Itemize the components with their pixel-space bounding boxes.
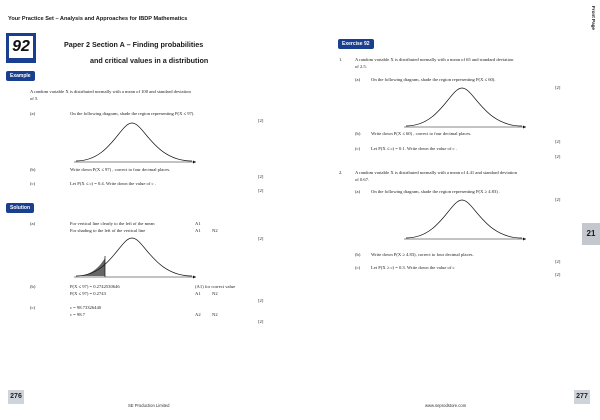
solution-a-label: (a) <box>30 221 36 226</box>
q2-line2: of 0.67. <box>355 177 370 182</box>
solution-b-marks: [2] <box>258 298 264 303</box>
section-title <box>64 37 244 69</box>
q1-number: 1. <box>339 57 343 62</box>
solution-a-n: N2 <box>212 228 218 233</box>
q1-part-b-label: (b) <box>355 131 361 136</box>
solution-c-line2-mark: A2 <box>195 312 201 317</box>
example-part-a-marks: [2] <box>258 118 264 123</box>
example-part-a-label: (a) <box>30 111 36 116</box>
example-part-c-marks: [2] <box>258 188 264 193</box>
q1-part-a-label: (a) <box>355 77 361 82</box>
q2-part-a-label: (a) <box>355 189 361 194</box>
q2-part-a-text: On the following diagram, shade the region representing P(X ≥ 4.83) . <box>371 189 501 194</box>
solution-b-label: (b) <box>30 284 36 289</box>
q2-part-c-text: Let P(X ≥ c) = 0.3. Write down the value of c <box>371 265 455 270</box>
solution-b-line1-note: (A1) for correct value <box>195 284 236 289</box>
q2-part-c-label: (c) <box>355 265 361 270</box>
example-part-a-text: On the following diagram, shade the region representing P(X ≤ 97). <box>70 111 195 116</box>
example-intro-line2: of 5. <box>30 96 39 101</box>
solution-tag: Solution <box>6 203 34 213</box>
example-normal-curve <box>70 117 200 167</box>
chapter-side-tab: 21 <box>582 223 600 245</box>
footer-publisher: SE Production Limited <box>128 403 170 408</box>
footer-website: www.seprodstore.com <box>425 403 467 408</box>
solution-a-marks: [2] <box>258 236 264 241</box>
q2-normal-curve <box>400 194 530 244</box>
q1-part-b-marks: [2] <box>555 139 561 144</box>
example-part-b-text: Write down P(X ≤ 97) , correct to four decimal places. <box>70 167 171 172</box>
q2-part-b-text: Write down P(X ≥ 4.83), correct to four decimal places. <box>371 252 474 257</box>
q2-part-b-label: (b) <box>355 252 361 257</box>
q2-part-c-marks: [2] <box>555 272 561 277</box>
solution-a-line2: For shading to the left of the vertical line <box>70 228 146 233</box>
q1-part-c-text: Let P(X ≤ c) = 0.1. Write down the value of c . <box>371 146 457 151</box>
q2-part-a-marks: [2] <box>555 197 561 202</box>
solution-b-line2: P(X ≤ 97) = 0.2743 <box>70 291 106 296</box>
solution-a-line1-mark: A1 <box>195 221 201 226</box>
solution-b-line1: P(X ≤ 97) = 0.2742530646 <box>70 284 120 289</box>
q2-line1: A random variable X is distributed normally with a mean of 4.41 and standard deviation <box>355 170 517 175</box>
solution-b-line2-mark: A1 <box>195 291 201 296</box>
front-page-label: Front Page <box>591 6 596 30</box>
solution-a-line1: For vertical line clearly to the left of the mean <box>70 221 155 226</box>
q1-normal-curve <box>400 82 530 132</box>
solution-c-line2: c = 98.7 <box>70 312 85 317</box>
q1-line2: of 2.5. <box>355 64 367 69</box>
left-page-number: 276 <box>8 390 24 404</box>
q1-part-b-text: Write down P(X ≤ 60) , correct to four decimal places. <box>371 131 472 136</box>
q1-part-c-marks: [2] <box>555 154 561 159</box>
solution-c-line1: c = 98.73326440 <box>70 305 102 310</box>
example-part-c-label: (c) <box>30 181 36 186</box>
example-intro-line1: A random variable X is distributed normally with a mean of 100 and standard deviation <box>30 89 191 94</box>
solution-c-label: (c) <box>30 305 36 310</box>
right-page-number: 277 <box>574 390 590 404</box>
solution-normal-curve <box>70 232 200 282</box>
section-number: 92 <box>9 36 33 58</box>
solution-c-n: N2 <box>212 312 218 317</box>
solution-c-marks: [2] <box>258 319 264 324</box>
q1-part-a-marks: [2] <box>555 85 561 90</box>
example-part-b-label: (b) <box>30 167 36 172</box>
exercise-tag: Exercise 92 <box>338 39 374 49</box>
section-title-line2: and critical values in a distribution <box>90 56 209 65</box>
q2-part-b-marks: [2] <box>555 259 561 264</box>
example-part-b-marks: [2] <box>258 174 264 179</box>
example-part-c-text: Let P(X ≤ c) = 0.4. Write down the value of c . <box>70 181 156 186</box>
q1-part-c-label: (c) <box>355 146 361 151</box>
q2-number: 2. <box>339 170 343 175</box>
running-header: Your Practice Set – Analysis and Approaches for IBDP Mathematics <box>8 16 188 22</box>
solution-b-n: N2 <box>212 291 218 296</box>
q1-part-a-text: On the following diagram, shade the region representing P(X ≤ 60). <box>371 77 496 82</box>
example-tag: Example <box>6 71 35 81</box>
solution-a-line2-mark: A1 <box>195 228 201 233</box>
q1-line1: A random variable X is distributed normally with a mean of 65 and standard deviation <box>355 57 514 62</box>
section-title-line1: Paper 2 Section A – Finding probabilities <box>64 40 204 49</box>
